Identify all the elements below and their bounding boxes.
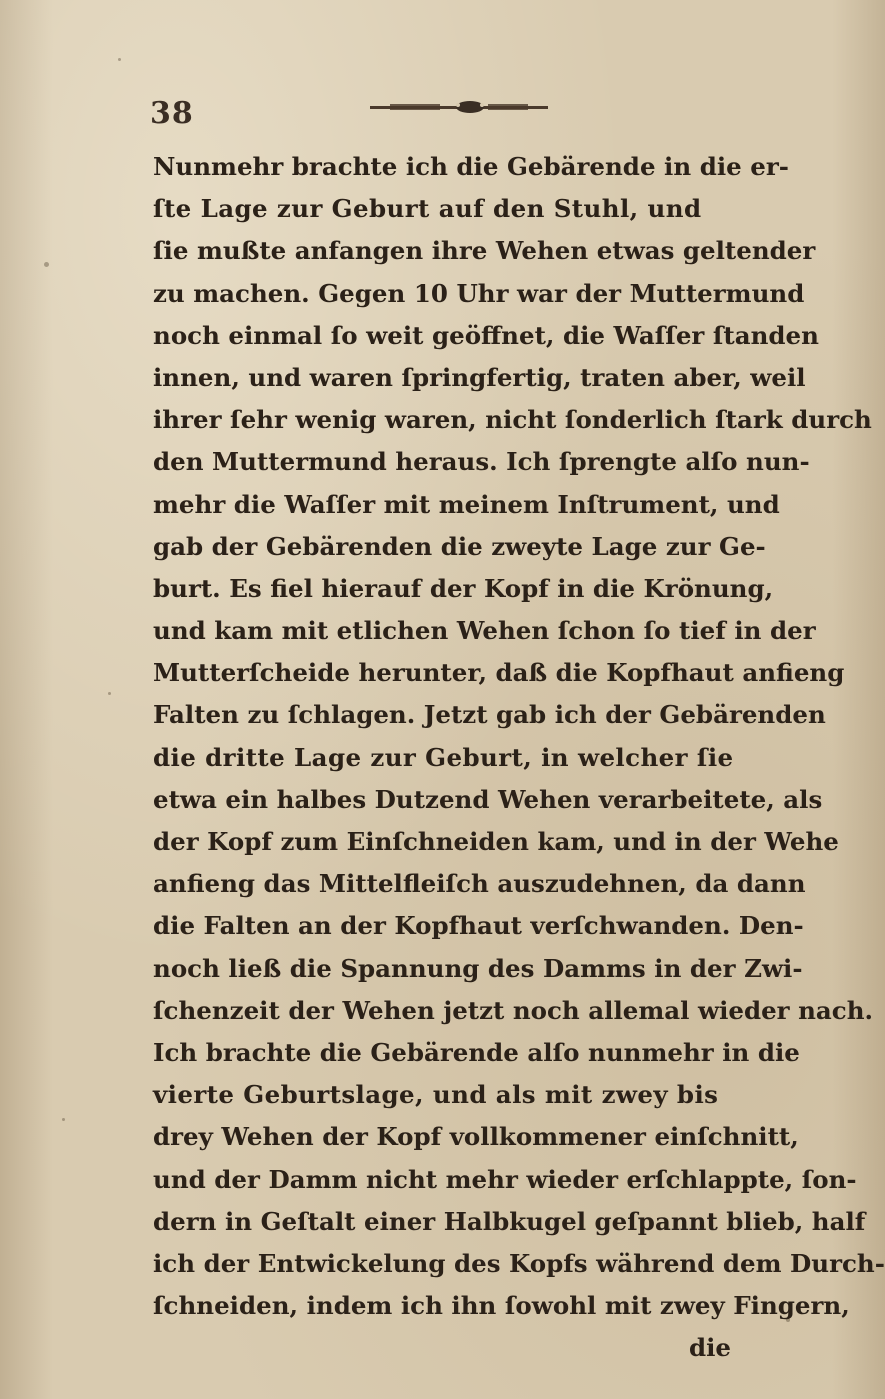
text-line: Ich brachte die Gebärende alſo nunmehr in die — [153, 1037, 800, 1067]
paper-speck — [108, 692, 111, 695]
text-line: noch ließ die Spannung des Damms in der Zwi- — [153, 953, 803, 983]
paper-speck — [786, 1318, 790, 1322]
printer-ornament-icon — [370, 100, 548, 114]
text-line: Nunmehr brachte ich die Gebärende in die er- — [153, 152, 789, 181]
text-line: ſte Lage zur Geburt auf den Stuhl, und — [153, 194, 702, 224]
text-line: Mutterſcheide herunter, daß die Kopfhaut anfieng — [153, 658, 845, 688]
text-line: der Kopf zum Einſchneiden kam, und in der Wehe — [153, 827, 839, 856]
text-line: Falten zu ſchlagen. Jetzt gab ich der Gebärenden — [153, 700, 826, 730]
body-text — [153, 146, 885, 1369]
catchword: die — [688, 1333, 731, 1363]
text-line: ich der Entwickelung des Kopfs während dem Durch- — [153, 1248, 885, 1278]
page-number: 38 — [150, 96, 194, 131]
text-line: dern in Geſtalt einer Halbkugel geſpannt blieb, half — [153, 1206, 866, 1236]
text-line: ſie mußte anfangen ihre Wehen etwas geltender — [153, 236, 816, 266]
text-line: ihrer ſehr wenig waren, nicht ſonderlich ſtark durch — [153, 405, 872, 435]
text-line: die Falten an der Kopfhaut verſchwanden. Den- — [153, 911, 804, 941]
text-line: die dritte Lage zur Geburt, in welcher ſie — [153, 742, 734, 772]
text-line: drey Wehen der Kopf vollkommener einſchnitt, — [153, 1122, 799, 1152]
text-line: ſchenzeit der Wehen jetzt noch allemal wieder nach. — [153, 995, 874, 1025]
text-line: mehr die Waſſer mit meinem Inſtrument, und — [153, 489, 780, 519]
paper-speck — [44, 262, 49, 267]
text-line: anfieng das Mittelfleiſch auszudehnen, da dann — [153, 869, 806, 899]
paper-speck — [62, 1118, 65, 1121]
text-line: innen, und waren ſpringfertig, traten aber, weil — [153, 362, 806, 392]
text-line: den Muttermund heraus. Ich ſprengte alſo nun- — [153, 447, 810, 477]
text-line: vierte Geburtslage, und als mit zwey bis — [153, 1080, 719, 1110]
text-line: etwa ein halbes Dutzend Wehen verarbeitete, als — [153, 784, 823, 814]
text-line: ſchneiden, indem ich ihn ſowohl mit zwey Fingern, — [153, 1291, 850, 1321]
paper-speck — [118, 58, 121, 61]
text-line: burt. Es fiel hierauf der Kopf in die Krönung, — [153, 573, 774, 603]
text-line: gab der Gebärenden die zweyte Lage zur Ge- — [153, 531, 766, 561]
text-line: und der Damm nicht mehr wieder erſchlappte, ſon- — [153, 1164, 857, 1194]
text-line: zu machen. Gegen 10 Uhr war der Muttermund — [153, 278, 805, 308]
text-line: und kam mit etlichen Wehen ſchon ſo tief in der — [153, 616, 816, 646]
text-line: noch einmal ſo weit geöffnet, die Waſſer ſtanden — [153, 320, 819, 350]
